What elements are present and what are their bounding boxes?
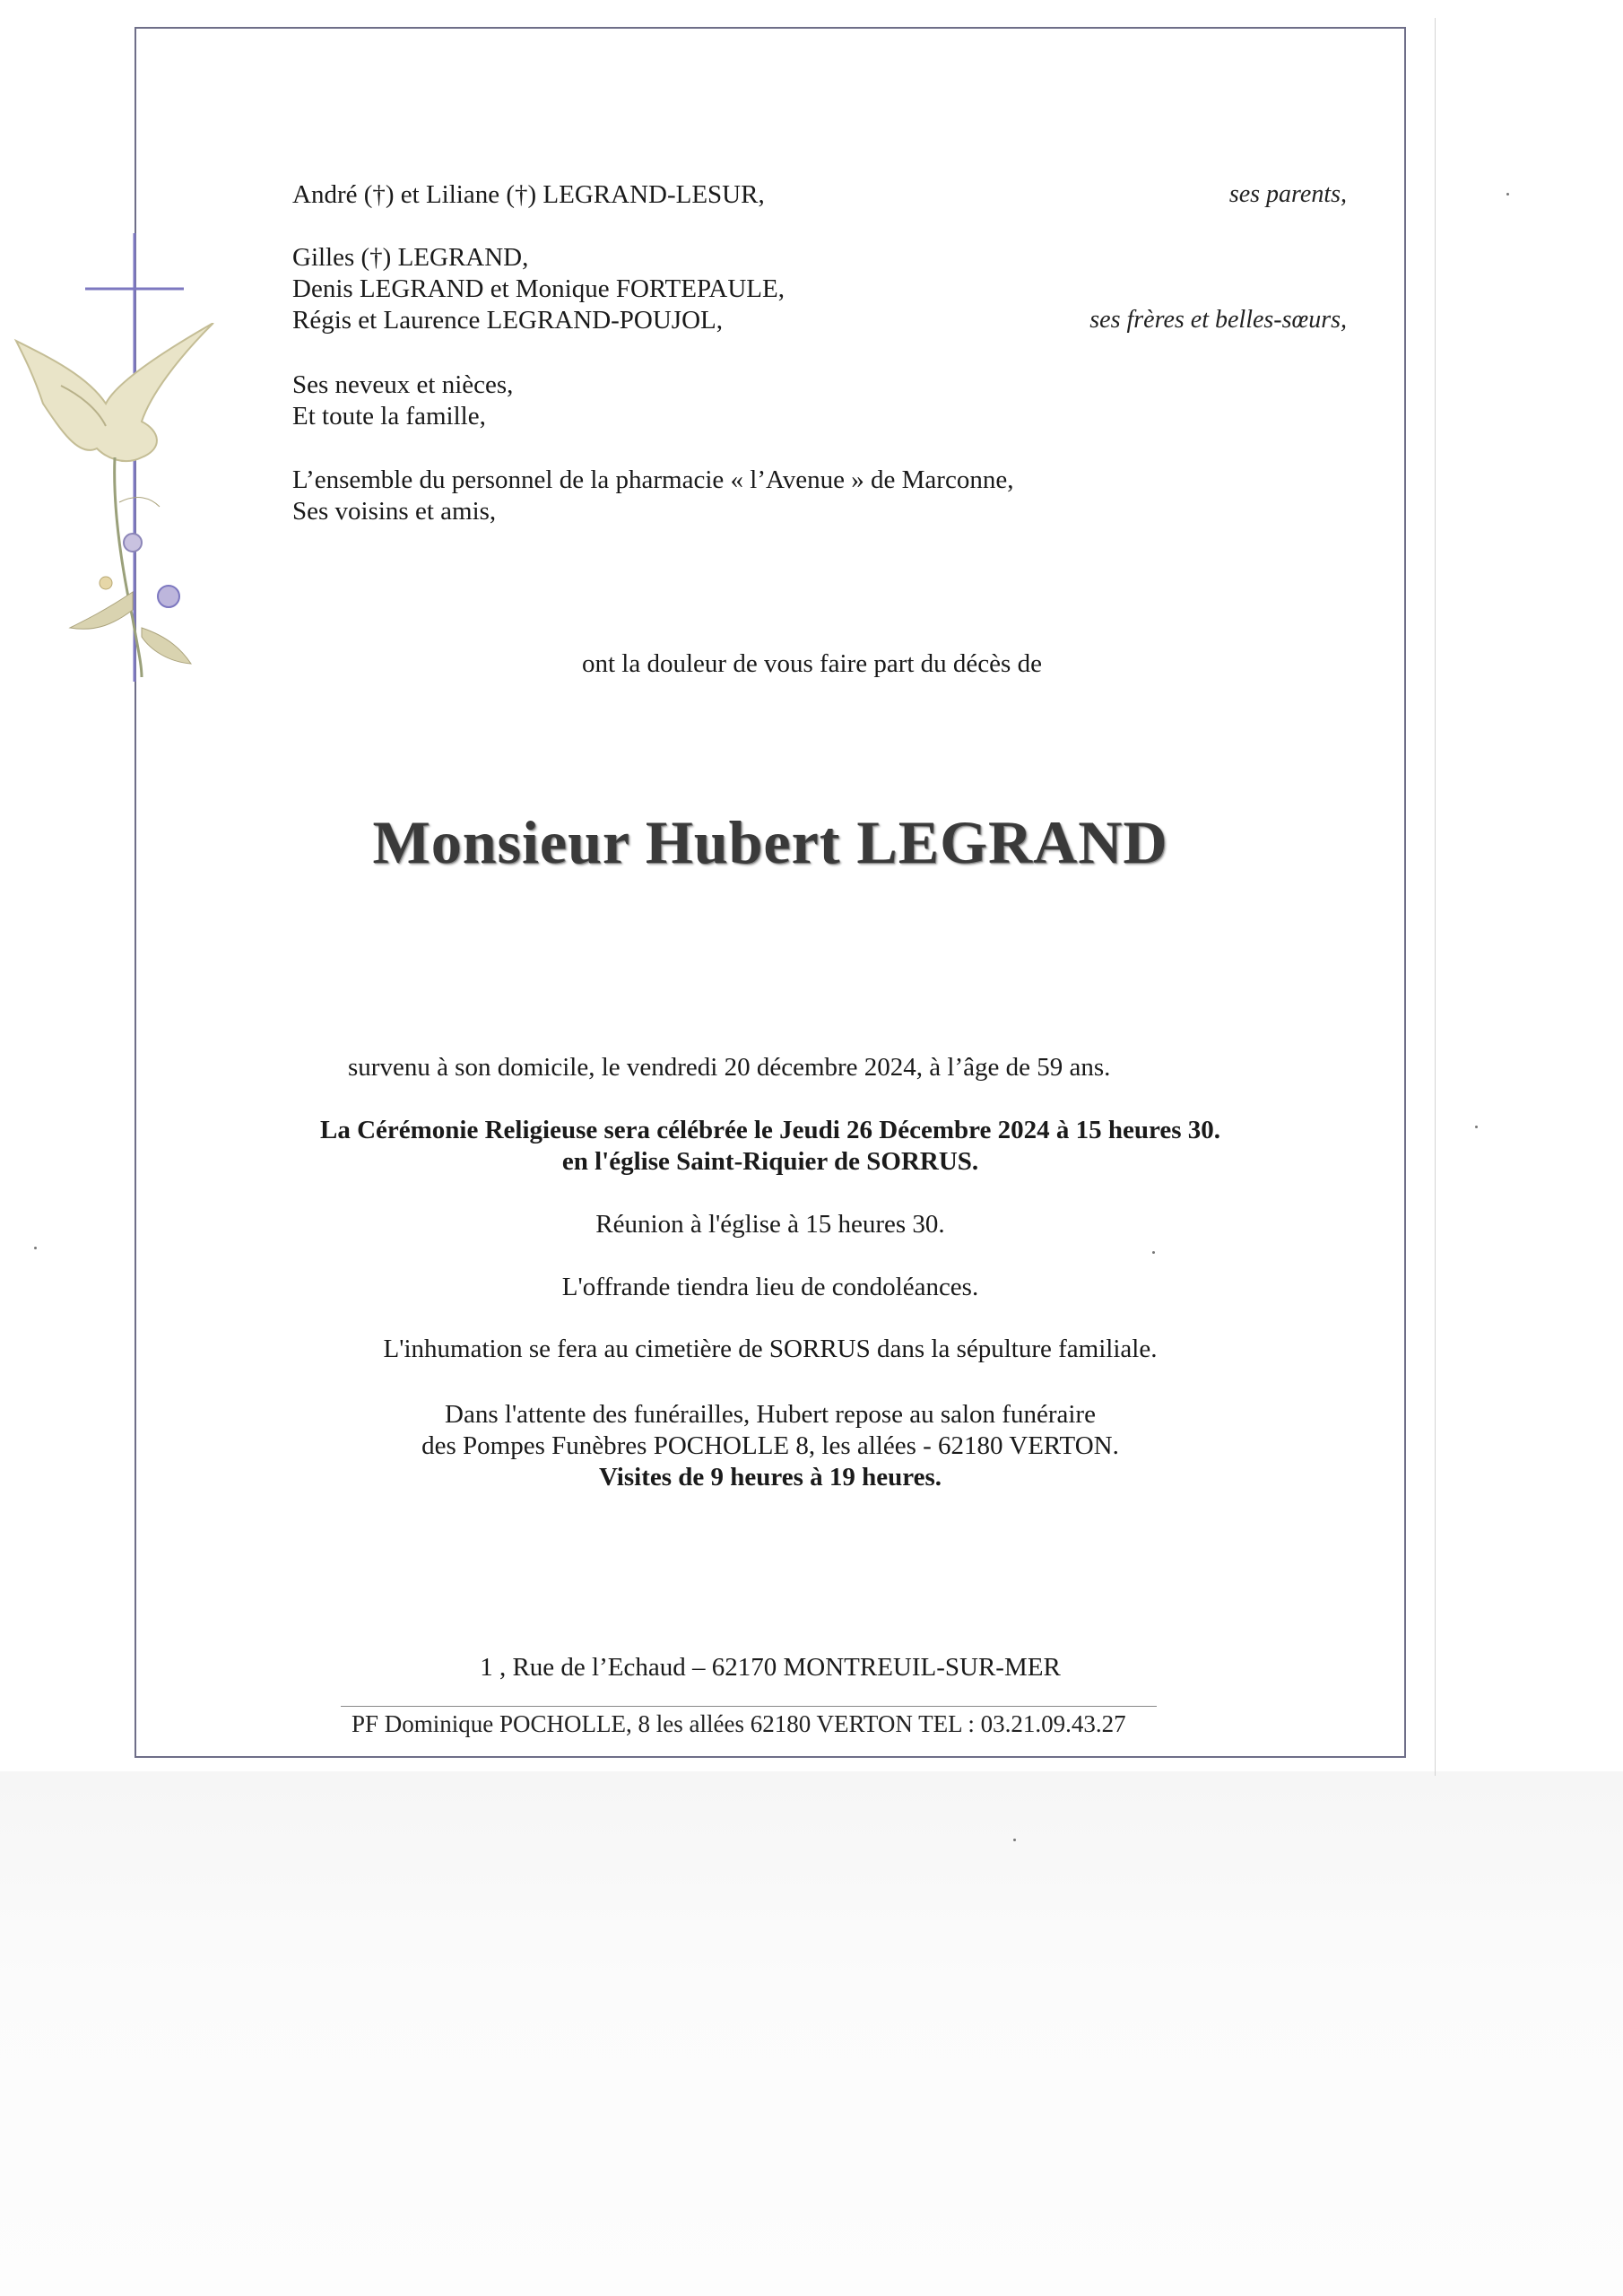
visiting-hours: Visites de 9 heures à 19 heures. (598, 1463, 942, 1492)
ceremony-line: La Cérémonie Religieuse sera célébrée le Jeudi 26 Décembre 2024 à 15 heures 30. (319, 1116, 1220, 1144)
scan-background (0, 1771, 1623, 2296)
page-edge-line (1435, 18, 1436, 1776)
relatives-line: Et toute la famille, (292, 402, 486, 430)
footer-divider (341, 1706, 1157, 1707)
scan-speck (1506, 193, 1509, 196)
viewing-line: Dans l'attente des funérailles, Hubert repose au salon funéraire (445, 1400, 1096, 1429)
parents-line: André (†) et Liliane (†) LEGRAND-LESUR, (292, 180, 765, 209)
scan-speck (1475, 1126, 1478, 1128)
parents-role: ses parents, (1228, 180, 1347, 208)
sibling-line: Gilles (†) LEGRAND, (292, 243, 529, 272)
scan-speck (1013, 1839, 1016, 1841)
sibling-line: Denis LEGRAND et Monique FORTEPAULE, (292, 274, 785, 303)
scan-speck (1152, 1251, 1155, 1254)
deceased-name: Monsieur Hubert LEGRAND (372, 808, 1168, 876)
announcement-text: ont la douleur de vous faire part du décès de (582, 649, 1042, 678)
burial-line: L'inhumation se fera au cimetière de SORRUS dans la sépulture familiale. (383, 1335, 1158, 1363)
scan-speck (34, 1247, 37, 1249)
address-line: 1 , Rue de l’Echaud – 62170 MONTREUIL-SUR-MER (480, 1653, 1061, 1682)
dove-with-flowers-icon (7, 323, 231, 682)
meeting-line: Réunion à l'église à 15 heures 30. (595, 1210, 945, 1239)
others-line: L’ensemble du personnel de la pharmacie « l’Avenue » de Marconne, (292, 465, 1014, 494)
offering-line: L'offrande tiendra lieu de condoléances. (561, 1273, 979, 1301)
others-line: Ses voisins et amis, (292, 497, 497, 526)
sibling-line: Régis et Laurence LEGRAND-POUJOL, (292, 306, 724, 335)
relatives-line: Ses neveux et nièces, (292, 370, 514, 399)
funeral-home-footer: PF Dominique POCHOLLE, 8 les allées 62180 VERTON TEL : 03.21.09.43.27 (352, 1710, 1126, 1737)
siblings-role: ses frères et belles-sœurs, (1089, 306, 1347, 334)
death-line: survenu à son domicile, le vendredi 20 décembre 2024, à l’âge de 59 ans. (348, 1053, 1111, 1082)
ceremony-location: en l'église Saint-Riquier de SORRUS. (561, 1147, 979, 1176)
viewing-line: des Pompes Funèbres POCHOLLE 8, les allées - 62180 VERTON. (421, 1431, 1119, 1460)
